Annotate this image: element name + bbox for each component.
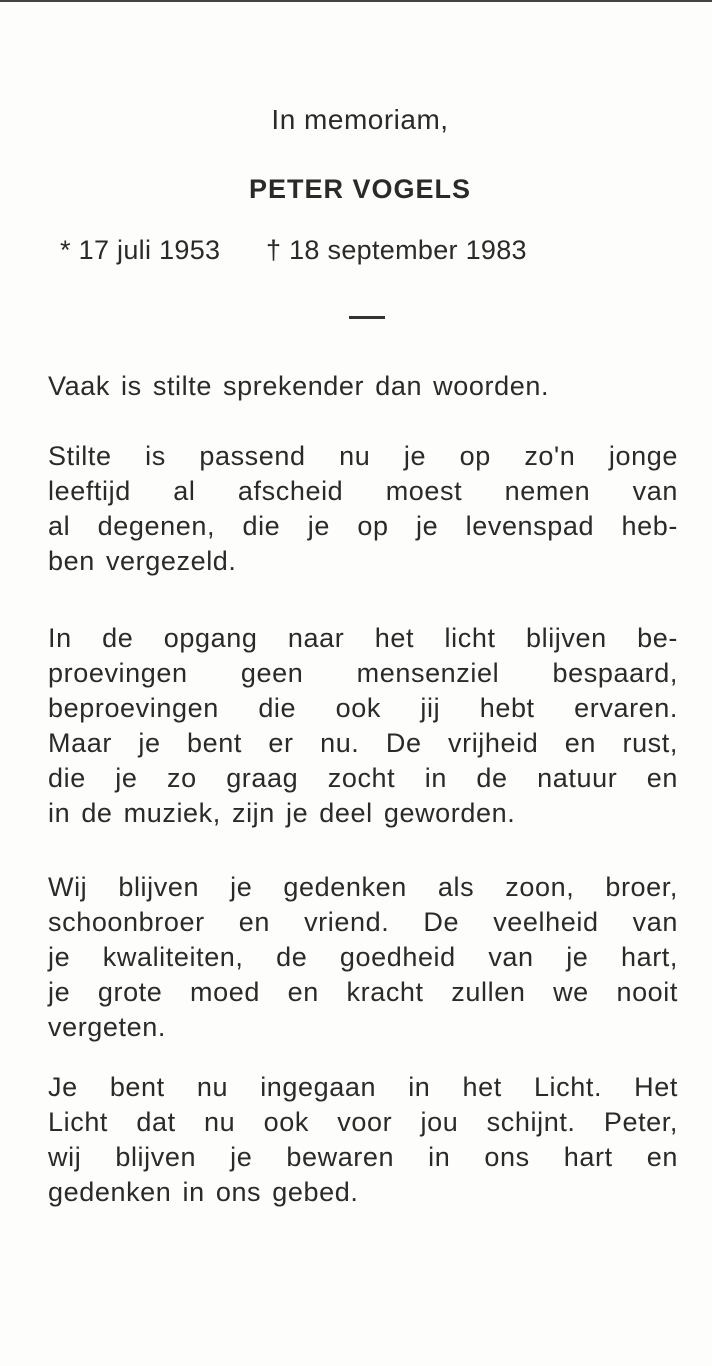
text-line: vergeten. (48, 1012, 166, 1042)
text-line: ben vergezeld. (48, 546, 237, 576)
memoriam-heading: In memoriam, (271, 104, 449, 135)
separator-dash (349, 316, 385, 319)
paragraph-1 (48, 369, 678, 404)
text-line: In de opgang naar het licht blijven be- (48, 623, 678, 653)
death-date: 18 september 1983 (289, 235, 527, 265)
text-line: Je bent nu ingegaan in het Licht. Het (48, 1072, 678, 1102)
text-line: je grote moed en kracht zullen we nooit (48, 977, 678, 1007)
text-line: Stilte is passend nu je op zo'n jonge (48, 441, 678, 471)
text-line: die je zo graag zocht in de natuur en (48, 763, 678, 793)
birth-marker: * (60, 235, 71, 265)
text-line: schoonbroer en vriend. De veelheid van (48, 907, 678, 937)
top-border (0, 0, 712, 2)
text-line: beproevingen die ook jij hebt ervaren. (48, 693, 678, 723)
birth-date: 17 juli 1953 (78, 235, 221, 265)
text-line: Vaak is stilte sprekender dan woorden. (48, 371, 550, 401)
death-marker: † (265, 235, 282, 265)
text-line: proevingen geen mensenziel bespaard, (48, 658, 678, 688)
text-line: al degenen, die je op je levenspad heb- (48, 511, 678, 541)
text-line: Maar je bent er nu. De vrijheid en rust, (48, 728, 678, 758)
text-line: wij blijven je bewaren in ons hart en (48, 1142, 678, 1172)
paragraph-4 (48, 870, 678, 1045)
text-line: gedenken in ons gebed. (48, 1177, 359, 1207)
text-line: je kwaliteiten, de goedheid van je hart, (48, 942, 678, 972)
paragraph-3 (48, 621, 678, 831)
text-line: Licht dat nu ook voor jou schijnt. Peter, (48, 1107, 678, 1137)
paragraph-2 (48, 439, 678, 579)
text-line: Wij blijven je gedenken als zoon, broer, (48, 872, 678, 902)
life-dates (60, 235, 527, 266)
paragraph-5 (48, 1070, 678, 1210)
text-line: leeftijd al afscheid moest nemen van (48, 476, 678, 506)
deceased-name: PETER VOGELS (248, 174, 472, 204)
text-line: in de muziek, zijn je deel geworden. (48, 798, 516, 828)
